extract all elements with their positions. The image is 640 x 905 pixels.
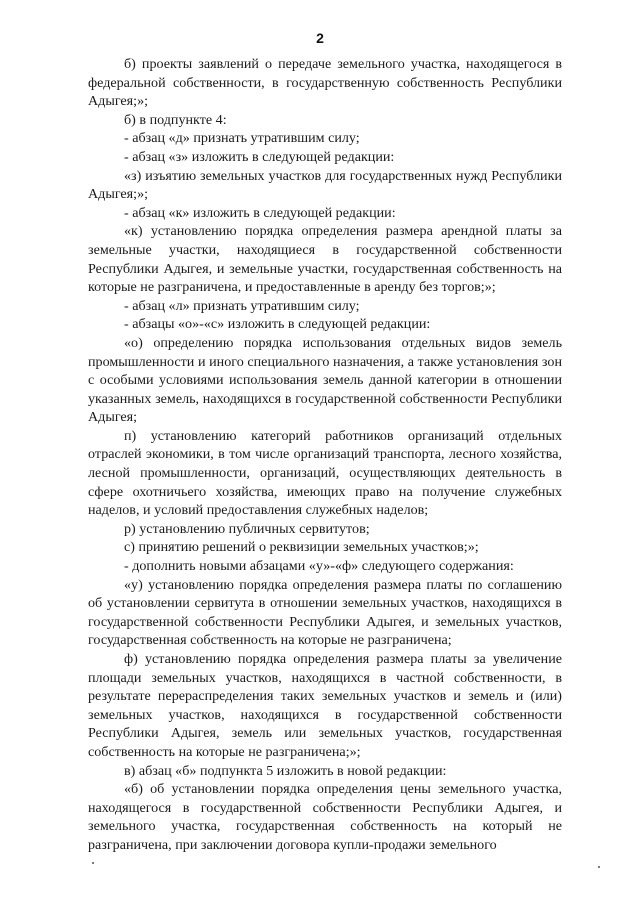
scan-speck <box>92 862 94 864</box>
paragraph: - абзац «к» изложить в следующей редакции: <box>124 204 396 221</box>
paragraph: «б) об установлении порядка определения цены земельного участка, находящегося в государственной собственности Республики Адыгея, и земельного участка, государственная собственность на который не разграничена, при заключении договора купли-продажи земельного <box>88 781 562 853</box>
paragraph: - абзац «д» признать утратившим силу; <box>124 130 360 147</box>
paragraph: «з) изъятию земельных участков для государственных нужд Республики Адыгея;»; <box>88 167 562 203</box>
paragraph: в) абзац «б» подпункта 5 изложить в новой редакции: <box>124 762 447 779</box>
paragraph: - абзац «з» изложить в следующей редакции: <box>124 148 395 165</box>
paragraph: - абзац «л» признать утратившим силу; <box>124 297 360 314</box>
scan-speck <box>598 866 600 868</box>
paragraph: б) в подпункте 4: <box>124 111 227 128</box>
paragraph: ф) установлению порядка определения размера платы за увеличение площади земельных участков, находящихся в частной собственности, в результате перераспределения таких земельных участков и земель и (или) земельных участков, находящихся в государственной собственности Республики Адыгея, земель или земельных участков, государственная собственность на которые не разграничена;»; <box>88 651 562 760</box>
paragraph: п) установлению категорий работников организаций отдельных отраслей экономики, в том числе организаций транспорта, лесного хозяйства, лесной промышленности, организаций, осуществляющих деятельность в сфере охотничьего хозяйства, имеющих право на получение служебных наделов, и условий предоставления служебных наделов; <box>88 427 562 519</box>
paragraph: р) установлению публичных сервитутов; <box>124 520 370 537</box>
page-number: 2 <box>316 30 324 46</box>
paragraph: - дополнить новыми абзацами «у»-«ф» следующего содержания: <box>124 558 514 575</box>
document-body <box>88 55 562 855</box>
paragraph: с) принятию решений о реквизиции земельных участков;»; <box>124 539 479 556</box>
paragraph: «о) определению порядка использования отдельных видов земель промышленности и иного специального назначения, а также установления зон с особыми условиями использования земель данной категории в отношении указанных земель, находящихся в государственной собственности Республики Адыгея; <box>88 334 562 426</box>
paragraph: «у) установлению порядка определения размера платы по соглашению об установлении сервитута в отношении земельных участков, находящихся в государственной собственности Республики Адыгея, и земельных участков, государственная собственность на которые не разграничена; <box>88 576 562 649</box>
paragraph: «к) установлению порядка определения размера арендной платы за земельные участки, находящиеся в государственной собственности Республики Адыгея, и земельные участки, государственная собственность на которые не разграничена, и предоставленные в аренду без торгов;»; <box>88 223 562 296</box>
paragraph: - абзацы «о»-«с» изложить в следующей редакции: <box>124 316 431 333</box>
paragraph: б) проекты заявлений о передаче земельного участка, находящегося в федеральной собственности, в государственную собственность Республики Адыгея;»; <box>88 56 562 110</box>
